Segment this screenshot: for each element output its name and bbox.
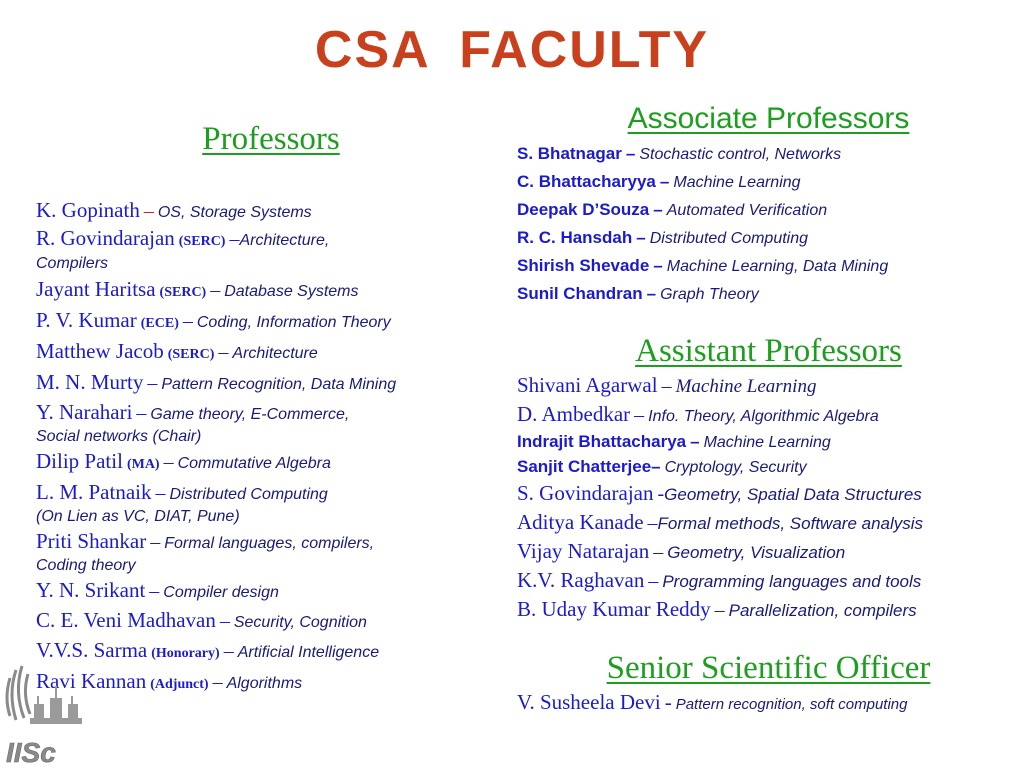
faculty-entry — [36, 529, 506, 556]
faculty-entry — [517, 455, 1020, 480]
research-area: Coding, Information Theory — [196, 314, 391, 331]
faculty-name: L. M. Patnaik — [36, 480, 152, 504]
faculty-name: R. Govindarajan — [36, 226, 175, 250]
separator: – — [218, 341, 229, 363]
separator: – — [163, 451, 174, 473]
faculty-name: Vijay Natarajan — [517, 539, 650, 563]
research-area: Machine Learning — [673, 174, 801, 191]
separator: – — [149, 580, 160, 602]
separator: – — [653, 541, 664, 563]
faculty-name: V. Susheela Devi — [517, 690, 661, 714]
faculty-entry — [517, 567, 1020, 596]
research-area: Architecture — [232, 345, 318, 362]
research-area-continued: (On Lien as VC, DIAT, Pune) — [36, 508, 240, 525]
research-area-continued: Coding theory — [36, 557, 136, 574]
research-area: Distributed Computing — [649, 230, 809, 247]
research-area-continued: Social networks (Chair) — [36, 428, 202, 445]
separator: – — [143, 200, 154, 222]
faculty-name: S. Govindarajan — [517, 481, 654, 505]
separator: – — [625, 144, 636, 163]
faculty-entry — [517, 430, 1020, 455]
faculty-entry — [36, 370, 506, 397]
research-area: Machine Learning — [703, 434, 831, 451]
faculty-entry — [517, 480, 1020, 509]
research-area-continued: Compilers — [36, 255, 109, 272]
research-area: Commutative Algebra — [177, 455, 331, 472]
research-area: Programming languages and tools — [662, 572, 922, 591]
research-area: Geometry, Spatial Data Structures — [664, 485, 922, 504]
separator: – — [653, 256, 663, 275]
iisc-logo-icon — [0, 658, 90, 768]
separator: – — [714, 599, 725, 621]
research-area: Automated Verification — [666, 202, 828, 219]
faculty-entry — [517, 401, 1020, 430]
faculty-name: V.V.S. Sarma — [36, 638, 148, 662]
faculty-name: P. V. Kumar — [36, 308, 137, 332]
faculty-name: C. Bhattacharyya — [517, 172, 656, 191]
separator: – — [136, 402, 147, 424]
separator: – — [690, 432, 700, 451]
faculty-name: Aditya Kanade — [517, 510, 644, 534]
faculty-entry — [517, 689, 1020, 718]
separator: – — [150, 531, 161, 553]
faculty-entry — [36, 608, 506, 635]
faculty-name: Sanjit Chatterjee — [517, 457, 652, 476]
research-area: Info. Theory, Algorithmic Algebra — [648, 408, 879, 425]
faculty-name: Deepak D’Souza — [517, 200, 650, 219]
faculty-entry — [517, 538, 1020, 567]
research-area: Distributed Computing — [169, 486, 328, 503]
research-area: Parallelization, compilers — [728, 601, 917, 620]
separator: – — [182, 310, 193, 332]
research-area: Database Systems — [224, 283, 359, 300]
faculty-name: Priti Shankar — [36, 529, 147, 553]
faculty-name: Ravi Kannan — [36, 669, 147, 693]
faculty-name: K. Gopinath — [36, 198, 140, 222]
faculty-entry — [36, 480, 506, 507]
research-area: Cryptology, Security — [664, 459, 807, 476]
affiliation: (Adjunct) — [150, 677, 209, 692]
research-area: Algorithms — [226, 675, 303, 692]
research-area: Graph Theory — [660, 286, 759, 303]
research-area: Game theory, E-Commerce, — [150, 406, 350, 423]
professors-section — [36, 120, 506, 697]
faculty-name: C. E. Veni Madhavan — [36, 608, 216, 632]
separator: – — [659, 172, 670, 191]
separator: – — [223, 640, 234, 662]
assistant-professors-heading: Assistant Professors — [635, 333, 902, 369]
affiliation: (SERC) — [178, 234, 226, 249]
research-area: Pattern recognition, soft computing — [675, 696, 908, 713]
separator: – — [647, 512, 658, 534]
affiliation: (MA) — [126, 457, 160, 472]
faculty-name: B. Uday Kumar Reddy — [517, 597, 711, 621]
separator: – — [653, 200, 663, 219]
faculty-name: D. Ambedkar — [517, 402, 631, 426]
separator: – — [210, 279, 221, 301]
affiliation: (Honorary) — [151, 646, 220, 661]
research-area: Compiler design — [163, 584, 279, 601]
faculty-entry — [517, 196, 1020, 224]
faculty-entry — [36, 400, 506, 427]
faculty-entry — [36, 669, 506, 697]
separator: – — [147, 372, 158, 394]
separator: – — [229, 228, 240, 250]
faculty-name: K.V. Raghavan — [517, 568, 645, 592]
faculty-name: Matthew Jacob — [36, 339, 164, 363]
faculty-name: Shivani Agarwal — [517, 373, 658, 397]
right-column — [517, 100, 1020, 718]
faculty-name: S. Bhatnagar — [517, 144, 622, 163]
faculty-name: M. N. Murty — [36, 370, 144, 394]
faculty-entry — [36, 638, 506, 666]
separator: – — [212, 671, 223, 693]
faculty-entry — [36, 226, 506, 254]
separator: – — [651, 457, 661, 476]
senior-scientific-officer-heading: Senior Scientific Officer — [606, 650, 931, 686]
research-area: Machine Learning, Data Mining — [666, 258, 889, 275]
affiliation: (ECE) — [140, 316, 179, 331]
separator: – — [661, 375, 672, 397]
svg-text:IISc: IISc — [6, 737, 56, 768]
faculty-entry — [517, 509, 1020, 538]
separator: – — [646, 284, 657, 303]
separator: – — [155, 482, 166, 504]
research-area: Formal methods, Software analysis — [657, 514, 924, 533]
separator: – — [636, 228, 646, 247]
research-area: Pattern Recognition, Data Mining — [161, 376, 397, 393]
faculty-entry — [517, 252, 1020, 280]
separator: - — [657, 483, 665, 505]
faculty-name: Sunil Chandran — [517, 284, 643, 303]
faculty-name: Shirish Shevade — [517, 256, 650, 275]
research-area: Security, Cognition — [233, 614, 367, 631]
affiliation: (SERC) — [159, 285, 207, 300]
research-area: Stochastic control, Networks — [639, 146, 842, 163]
separator: – — [648, 570, 659, 592]
faculty-entry — [517, 372, 1020, 401]
faculty-entry — [36, 339, 506, 367]
separator: – — [219, 610, 230, 632]
faculty-entry — [36, 198, 506, 225]
professors-heading: Professors — [202, 121, 340, 157]
research-area: Machine Learning — [675, 376, 817, 397]
faculty-entry — [36, 308, 506, 336]
faculty-name: Dilip Patil — [36, 449, 123, 473]
faculty-entry — [36, 449, 506, 477]
research-area: Formal languages, compilers, — [164, 535, 375, 552]
associate-professors-heading: Associate Professors — [627, 102, 910, 135]
research-area: Artificial Intelligence — [237, 644, 380, 661]
affiliation: (SERC) — [167, 347, 215, 362]
faculty-entry — [517, 224, 1020, 252]
faculty-entry — [36, 578, 506, 605]
faculty-entry — [517, 596, 1020, 625]
faculty-name: Jayant Haritsa — [36, 277, 156, 301]
faculty-entry — [36, 277, 506, 305]
research-area: Geometry, Visualization — [667, 543, 846, 562]
research-area: Architecture, — [239, 232, 330, 249]
faculty-entry — [517, 168, 1020, 196]
separator: – — [634, 404, 645, 426]
faculty-name: R. C. Hansdah — [517, 228, 633, 247]
faculty-entry — [517, 140, 1020, 168]
research-area: OS, Storage Systems — [157, 204, 312, 221]
faculty-name: Y. Narahari — [36, 400, 133, 424]
separator: - — [664, 690, 672, 714]
faculty-entry — [517, 280, 1020, 308]
page-title: CSA FACULTY — [314, 21, 710, 79]
faculty-name: Indrajit Bhattacharya — [517, 432, 687, 451]
faculty-name: Y. N. Srikant — [36, 578, 146, 602]
